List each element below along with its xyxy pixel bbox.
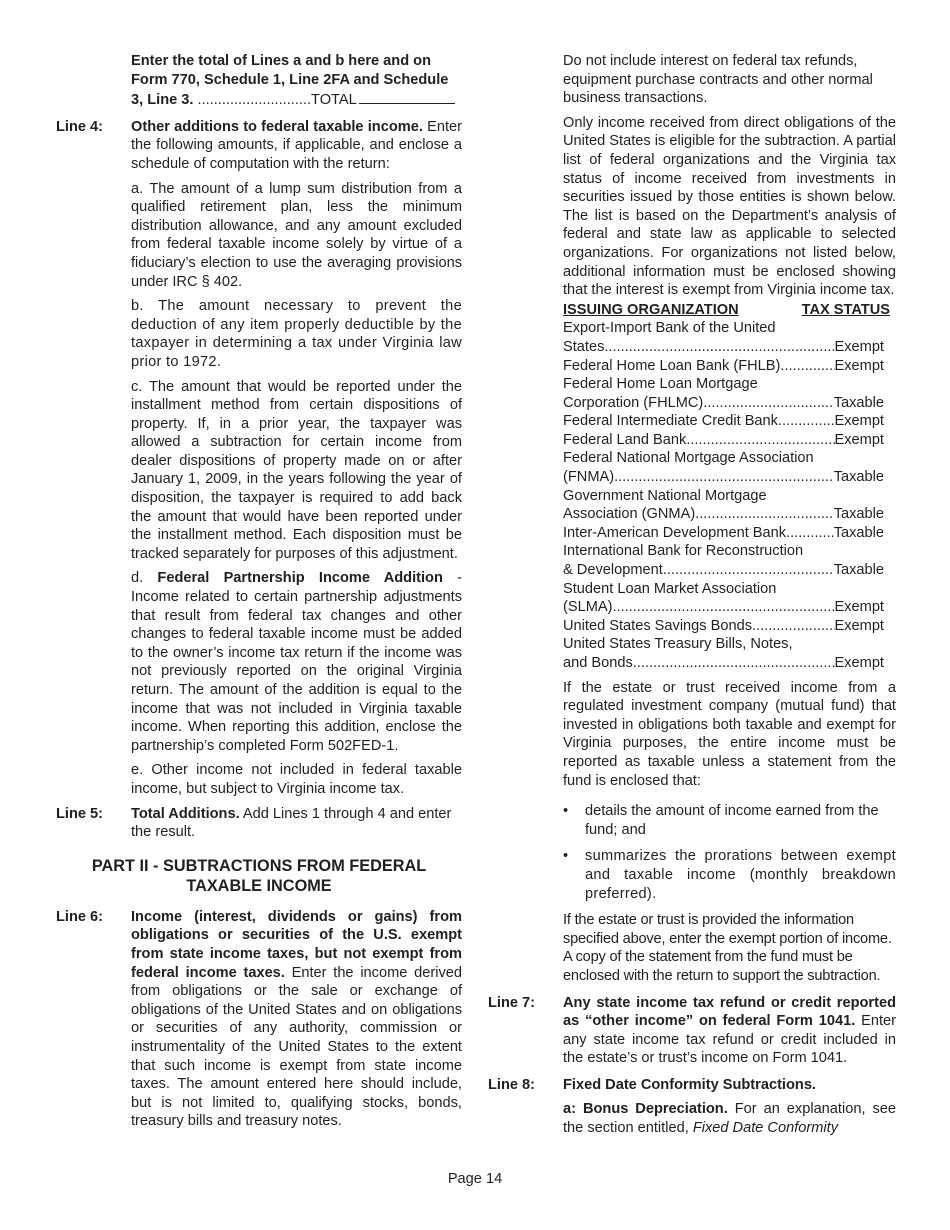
line-4a: a. The amount of a lump sum distribution from a qualified retirement plan, less the minimum distribution allowance, and any amount excluded from federal taxable income solely by virtue of a fiduciary’s election to use the averaging provisions under IRC § 402. bbox=[131, 180, 462, 290]
organization-name-line: Federal Home Loan Mortgage bbox=[563, 376, 758, 393]
tax-status: Taxable bbox=[833, 394, 884, 411]
eligibility-paragraph: Only income received from direct obligations of the United States is eligible for the subtraction. A partial list of federal organizations and the Virginia tax status of income received from investments in securities issued by those entities is shown below. The list is based on the Department’s analysis of federal and state law as applicable to selected organizations. For organizations not listed below, additional information must be enclosed showing that the interest is exempt from Virginia income tax. bbox=[563, 114, 896, 299]
total-label: ............................TOTAL bbox=[197, 92, 357, 109]
line-8a-italic: Fixed Date Conformity bbox=[692, 1120, 838, 1137]
line-4-label: Line 4: bbox=[56, 118, 104, 135]
dot-leader bbox=[604, 338, 834, 357]
organization-name: United States Savings Bonds bbox=[563, 617, 753, 634]
line-6-title: Income (interest, dividends or gains) from obligations or securities of the U.S. exempt from state income taxes, but not exempt from federal income taxes. bbox=[131, 908, 462, 981]
line-4b: b. The amount necessary to prevent the deduction of any item properly deductible by the taxpayer in determining a tax under Virginia law prior to 1972. bbox=[131, 298, 462, 370]
left-column bbox=[56, 52, 462, 1131]
dot-leader bbox=[752, 617, 834, 636]
line-6-label: Line 6: bbox=[56, 908, 104, 925]
line-5-label: Line 5: bbox=[56, 805, 104, 822]
line-8 bbox=[488, 1076, 896, 1095]
organization-name: Corporation (FHLMC) bbox=[563, 394, 704, 411]
line-5 bbox=[56, 805, 462, 842]
organization-name: States bbox=[563, 338, 605, 355]
line-5-body: Add Lines 1 through 4 and enter the result. bbox=[131, 805, 452, 841]
tax-status: Taxable bbox=[833, 469, 884, 486]
bullet-item bbox=[563, 847, 896, 903]
line-8a-title: a: Bonus Depreciation. bbox=[563, 1101, 728, 1118]
line-4d-prefix: d. bbox=[131, 570, 144, 587]
organization-row bbox=[563, 431, 896, 450]
tax-status: Taxable bbox=[833, 562, 884, 579]
line-8-label: Line 8: bbox=[488, 1076, 536, 1093]
line-7-body: Enter any state income tax refund or credit included in the estate’s or trust’s income on Form 1041. bbox=[563, 1013, 897, 1067]
tax-status: Taxable bbox=[833, 524, 884, 541]
organization-row bbox=[563, 542, 896, 579]
organization-name: (SLMA) bbox=[563, 599, 613, 616]
mutual-fund-paragraph: If the estate or trust received income from a regulated investment company (mutual fund) that invested in obligations both taxable and exempt for Virginia purposes, the entire income must be reported as taxable unless a statement from the fund is enclosed that: bbox=[563, 679, 896, 789]
dot-leader bbox=[780, 357, 834, 376]
line-7-title: Any state income tax refund or credit reported as “other income” on federal Form 1041. bbox=[563, 994, 896, 1030]
line-4-title: Other additions to federal taxable income. bbox=[131, 118, 423, 135]
organization-name-line: Student Loan Market Association bbox=[563, 580, 777, 597]
organization-row bbox=[563, 319, 896, 356]
line-4d bbox=[131, 569, 462, 755]
organization-name: and Bonds bbox=[563, 655, 633, 671]
organization-row bbox=[563, 487, 896, 524]
organization-name-line: Government National Mortgage bbox=[563, 487, 767, 504]
interest-exclusion-note: Do not include interest on federal tax refunds, equipment purchase contracts and other normal business transactions. bbox=[563, 53, 873, 107]
line-4 bbox=[56, 118, 462, 174]
bullet-text: summarizes the prorations between exempt and taxable income (monthly breakdown preferred). bbox=[585, 848, 896, 902]
line-4d-body: - Income related to certain partnership adjustments that result from federal tax changes and other changes to federal taxable income must be added to the owner’s income tax return if the income was not previously reported on the original Virginia return. The amount of the addition is equal to the income that was not included in Virginia taxable income. When reporting this addition, enclose the partnership’s completed Form 502FED-1. bbox=[131, 570, 462, 754]
total-instruction-text: Enter the total of Lines a and b here and on Form 770, Schedule 1, Line 2FA and Schedule 3, Line 3. bbox=[131, 53, 449, 109]
dot-leader bbox=[778, 412, 835, 431]
header-tax-status: TAX STATUS bbox=[801, 301, 890, 318]
organization-name-line: Export-Import Bank of the United bbox=[563, 320, 776, 337]
tax-status: Exempt bbox=[834, 599, 884, 616]
part-2-heading: PART II - SUBTRACTIONS FROM FEDERAL TAXABLE INCOME bbox=[91, 856, 427, 895]
tax-status: Exempt bbox=[834, 338, 884, 355]
total-blank-field bbox=[359, 89, 455, 104]
line-8a-body: For an explanation, see the section entitled, bbox=[563, 1101, 896, 1137]
dot-leader bbox=[786, 524, 834, 543]
tax-status: Exempt bbox=[834, 617, 884, 634]
organization-name: Federal Land Bank bbox=[563, 431, 687, 448]
line-8-title: Fixed Date Conformity Subtractions. bbox=[563, 1076, 816, 1093]
organization-row bbox=[563, 524, 896, 543]
tax-status: Exempt bbox=[834, 413, 884, 430]
bullet-item bbox=[563, 802, 896, 839]
dot-leader bbox=[614, 468, 834, 487]
dot-leader bbox=[695, 505, 834, 524]
organization-row bbox=[563, 449, 896, 486]
tax-status: Exempt bbox=[834, 357, 884, 374]
bullet-text: details the amount of income earned from the fund; and bbox=[585, 803, 879, 838]
line-8a bbox=[563, 1100, 896, 1137]
organization-table bbox=[563, 319, 896, 672]
organization-row bbox=[563, 357, 896, 376]
organization-row bbox=[563, 375, 896, 412]
organization-row bbox=[563, 412, 896, 431]
organization-name-line: United States Treasury Bills, Notes, bbox=[563, 636, 793, 653]
header-issuing-organization: ISSUING ORGANIZATION bbox=[563, 301, 739, 318]
organization-row bbox=[563, 580, 896, 617]
line-6-body: Enter the income derived from obligations or the sale or exchange of obligations of the United States and on obligations or securities of any authority, commission or instrumentality of the United States to the extent that such income is exempt from state income taxes. The amount entered here should include, but is not limited to, qualifying stocks, bonds, treasury bills and treasury notes. bbox=[131, 964, 462, 1130]
organization-table-header bbox=[563, 301, 896, 320]
tax-status: Exempt bbox=[834, 655, 884, 671]
tax-status: Exempt bbox=[834, 431, 884, 448]
organization-row bbox=[563, 635, 896, 672]
tax-status: Taxable bbox=[833, 506, 884, 523]
organization-name-line: International Bank for Reconstruction bbox=[563, 543, 804, 560]
right-column bbox=[488, 52, 896, 1138]
organization-name: Inter-American Development Bank bbox=[563, 524, 787, 541]
dot-leader bbox=[633, 654, 835, 673]
line-7-label: Line 7: bbox=[488, 994, 536, 1011]
exempt-portion-paragraph: If the estate or trust is provided the information specified above, enter the exempt portion of income. A copy of the statement from the fund must be enclosed with the return to support the subtraction. bbox=[563, 912, 892, 984]
organization-name: & Development bbox=[563, 562, 663, 579]
organization-name: Association (GNMA) bbox=[563, 506, 696, 523]
bullet-dot: • bbox=[563, 803, 569, 820]
dot-leader bbox=[612, 598, 834, 617]
line-4d-title: Federal Partnership Income Addition bbox=[157, 570, 443, 587]
line-7 bbox=[488, 994, 896, 1068]
organization-name: Federal Home Loan Bank (FHLB) bbox=[563, 357, 781, 374]
page-number: Page 14 bbox=[447, 1171, 503, 1187]
organization-name-line: Federal National Mortgage Association bbox=[563, 450, 814, 467]
line-4c: c. The amount that would be reported under the installment method from certain dispositions of property. If, in a prior year, the taxpayer was allowed a subtraction for certain income from dealer dispositions of property made on or after January 1, 2009, in the years following the year of disposition, the taxpayer is required to add back the amount that would have been reported under the installment method. Each disposition must be tracked separately for purposes of this adjustment. bbox=[131, 378, 462, 562]
line-6 bbox=[56, 908, 462, 1131]
organization-name: (FNMA) bbox=[563, 469, 615, 486]
dot-leader bbox=[663, 561, 834, 580]
dot-leader bbox=[686, 431, 834, 450]
total-instruction bbox=[131, 52, 462, 110]
organization-row bbox=[563, 617, 896, 636]
line-4e: e. Other income not included in federal taxable income, but subject to Virginia income tax. bbox=[131, 762, 462, 797]
line-5-title: Total Additions. bbox=[131, 805, 240, 822]
line-4-intro: Enter the following amounts, if applicable, and enclose a schedule of computation with the return: bbox=[131, 118, 462, 172]
bullet-dot: • bbox=[563, 848, 569, 865]
dot-leader bbox=[703, 394, 833, 413]
organization-name: Federal Intermediate Credit Bank bbox=[563, 413, 778, 430]
